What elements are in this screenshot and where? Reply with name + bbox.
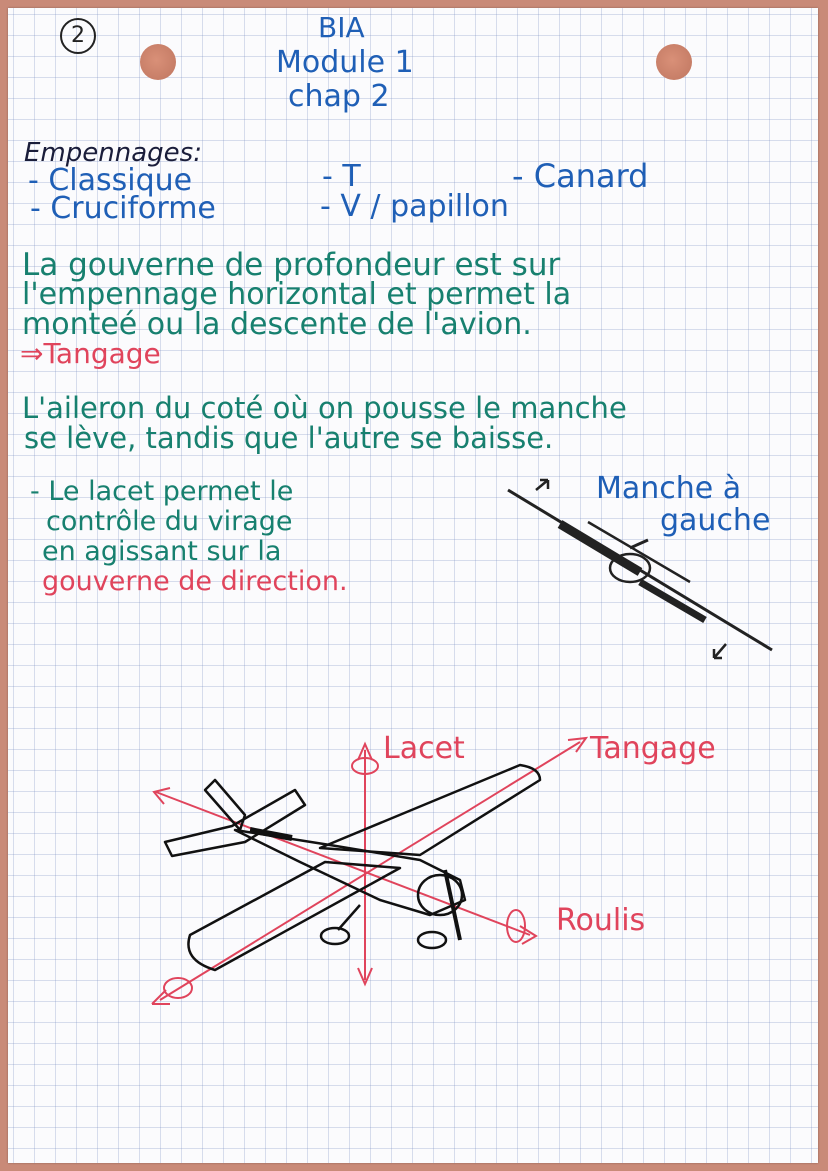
pitch-axis <box>160 742 580 1000</box>
empennages-heading: Empennages: <box>24 138 202 168</box>
tangage-result: ⇒Tangage <box>20 337 161 370</box>
profondeur-line2: l'empennage horizontal et permet la <box>22 277 572 312</box>
label-lacet: Lacet <box>383 731 465 766</box>
left-gear-strut <box>338 905 360 930</box>
left-wheel <box>321 928 349 944</box>
empennage-t: - T <box>322 159 361 194</box>
empennage-canard: - Canard <box>512 157 649 195</box>
right-wing <box>320 765 540 855</box>
front-wheel <box>418 932 446 948</box>
roll-rotation-icon <box>507 910 525 942</box>
manche-line2: gauche <box>660 503 771 538</box>
pitch-axis-bottom-arrow-icon <box>152 990 170 1004</box>
empennage-cruciforme: - Cruciforme <box>30 191 216 226</box>
label-roulis: Roulis <box>556 903 646 938</box>
elevator-shading <box>250 830 292 838</box>
title-module: Module 1 <box>276 45 414 80</box>
title-bia: BIA <box>318 11 365 44</box>
lacet-line3: en agissant sur la <box>42 536 282 567</box>
profondeur-line3: monteé ou la descente de l'avion. <box>22 307 532 342</box>
empennage-classique: - Classique <box>28 163 193 198</box>
page-number: 2 <box>60 18 96 54</box>
left-wing <box>188 862 400 970</box>
empennage-v-papillon: - V / papillon <box>320 189 509 224</box>
lacet-line2: contrôle du virage <box>46 506 293 537</box>
profondeur-line1: La gouverne de profondeur est sur <box>22 247 561 283</box>
label-tangage: Tangage <box>590 731 716 766</box>
horizontal-stabilizer <box>165 790 305 856</box>
manche-line1: Manche à <box>596 471 742 506</box>
aileron-line1: L'aileron du coté où on pousse le manche <box>22 391 627 425</box>
title-chapter: chap 2 <box>288 79 390 114</box>
fuselage <box>235 830 465 915</box>
lacet-line4: gouverne de direction. <box>42 566 348 597</box>
aileron-line2: se lève, tandis que l'autre se baisse. <box>24 421 554 455</box>
lacet-line1: - Le lacet permet le <box>30 476 294 507</box>
